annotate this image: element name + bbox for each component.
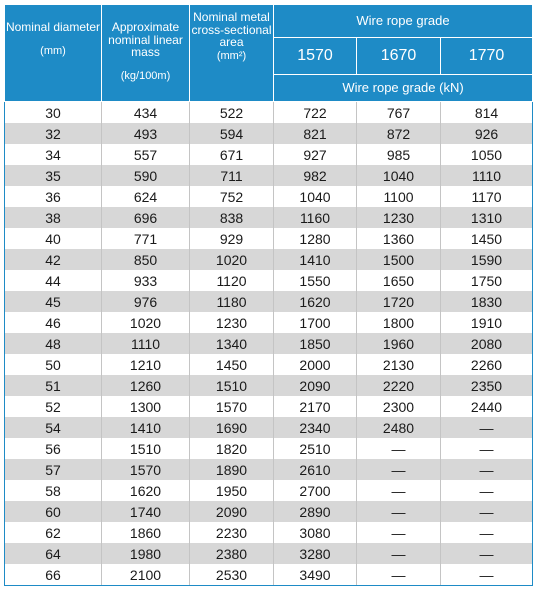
grade-1570-cell: 2700: [274, 480, 357, 501]
cross-section-cell: 594: [190, 123, 274, 144]
linear-mass-cell: 493: [102, 123, 190, 144]
cross-section-cell: 2530: [190, 564, 274, 586]
grade-1670-cell: 872: [357, 123, 441, 144]
diameter-cell: 57: [5, 459, 102, 480]
grade-1770-cell: —: [441, 480, 533, 501]
table-row: [5, 228, 533, 249]
diameter-cell: 48: [5, 333, 102, 354]
grade-1770-cell: —: [441, 459, 533, 480]
cross-section-cell: 838: [190, 207, 274, 228]
diameter-cell: 46: [5, 312, 102, 333]
grade-1570-cell: 927: [274, 144, 357, 165]
diameter-cell: 34: [5, 144, 102, 165]
linear-mass-label: Approximate nominal linear mass: [108, 20, 183, 60]
grade-1770-cell: 1110: [441, 165, 533, 186]
grade-1770-cell: 2260: [441, 354, 533, 375]
grade-1570-cell: 2890: [274, 501, 357, 522]
grade-1770-cell: 1450: [441, 228, 533, 249]
cross-section-cell: 929: [190, 228, 274, 249]
grade-1770-cell: 1170: [441, 186, 533, 207]
cross-section-cell: 522: [190, 102, 274, 124]
grade-1570-cell: 982: [274, 165, 357, 186]
diameter-cell: 36: [5, 186, 102, 207]
cross-section-cell: 1820: [190, 438, 274, 459]
grade-1570-cell: 2610: [274, 459, 357, 480]
nominal-diameter-label: Nominal diameter: [5, 20, 101, 34]
grade-1770-cell: 1050: [441, 144, 533, 165]
grade-1570-header: 1570: [274, 38, 357, 75]
table-row: [5, 144, 533, 165]
grade-1770-cell: —: [441, 543, 533, 564]
diameter-cell: 52: [5, 396, 102, 417]
table-row: [5, 396, 533, 417]
linear-mass-cell: 1740: [102, 501, 190, 522]
grade-1670-cell: —: [357, 438, 441, 459]
grade-1670-header: 1670: [357, 38, 441, 75]
linear-mass-cell: 696: [102, 207, 190, 228]
grade-1570-cell: 1700: [274, 312, 357, 333]
linear-mass-cell: 1300: [102, 396, 190, 417]
table-row: [5, 333, 533, 354]
grade-1670-cell: 985: [357, 144, 441, 165]
grade-1770-cell: 1310: [441, 207, 533, 228]
grade-1670-cell: 2130: [357, 354, 441, 375]
table-row: [5, 438, 533, 459]
cross-section-cell: 711: [190, 165, 274, 186]
diameter-cell: 60: [5, 501, 102, 522]
table-row: [5, 501, 533, 522]
table-body: [5, 102, 533, 586]
diameter-cell: 45: [5, 291, 102, 312]
table-row: [5, 312, 533, 333]
linear-mass-cell: 624: [102, 186, 190, 207]
table-row: [5, 102, 533, 124]
grade-1770-cell: 1910: [441, 312, 533, 333]
grade-1670-cell: 2300: [357, 396, 441, 417]
grade-1670-cell: 1960: [357, 333, 441, 354]
linear-mass-cell: 557: [102, 144, 190, 165]
grade-1570-cell: 1280: [274, 228, 357, 249]
cross-section-label: Nominal metal cross-sectional area: [191, 10, 272, 50]
diameter-cell: 50: [5, 354, 102, 375]
diameter-cell: 35: [5, 165, 102, 186]
nominal-diameter-header: [5, 5, 102, 102]
grade-1570-cell: 1160: [274, 207, 357, 228]
cross-section-cell: 1450: [190, 354, 274, 375]
table-header: [5, 5, 533, 102]
grade-1770-cell: 926: [441, 123, 533, 144]
grade-1670-cell: 1800: [357, 312, 441, 333]
grade-1570-cell: 1620: [274, 291, 357, 312]
grade-1570-cell: 1040: [274, 186, 357, 207]
table-row: [5, 480, 533, 501]
grade-1670-cell: 1360: [357, 228, 441, 249]
grade-1670-cell: —: [357, 522, 441, 543]
cross-section-cell: 1230: [190, 312, 274, 333]
breaking-force-unit-header: Wire rope grade (kN): [274, 74, 533, 101]
grade-1770-cell: 1750: [441, 270, 533, 291]
grade-1770-cell: 2350: [441, 375, 533, 396]
cross-section-cell: 2380: [190, 543, 274, 564]
grade-1670-cell: 1720: [357, 291, 441, 312]
table-row: [5, 249, 533, 270]
diameter-cell: 54: [5, 417, 102, 438]
grade-1770-cell: 2440: [441, 396, 533, 417]
grade-1770-cell: —: [441, 438, 533, 459]
cross-section-cell: 1570: [190, 396, 274, 417]
linear-mass-header: [102, 5, 190, 102]
linear-mass-cell: 2100: [102, 564, 190, 586]
linear-mass-cell: 590: [102, 165, 190, 186]
grade-1570-cell: 2090: [274, 375, 357, 396]
diameter-cell: 32: [5, 123, 102, 144]
grade-1770-cell: 1830: [441, 291, 533, 312]
diameter-cell: 38: [5, 207, 102, 228]
linear-mass-unit: (kg/100m): [120, 69, 171, 82]
cross-section-cell: 1690: [190, 417, 274, 438]
grade-1670-cell: —: [357, 480, 441, 501]
diameter-cell: 42: [5, 249, 102, 270]
table-row: [5, 543, 533, 564]
cross-section-header: [190, 5, 274, 102]
table-row: [5, 270, 533, 291]
linear-mass-cell: 1020: [102, 312, 190, 333]
cross-section-unit: (mm²): [216, 49, 247, 62]
grade-1670-cell: 1040: [357, 165, 441, 186]
cross-section-cell: 1340: [190, 333, 274, 354]
grade-1570-cell: 1550: [274, 270, 357, 291]
diameter-cell: 51: [5, 375, 102, 396]
table-row: [5, 417, 533, 438]
linear-mass-cell: 976: [102, 291, 190, 312]
linear-mass-cell: 434: [102, 102, 190, 124]
grade-1570-cell: 3490: [274, 564, 357, 586]
grade-1670-cell: 1650: [357, 270, 441, 291]
linear-mass-cell: 1210: [102, 354, 190, 375]
table-row: [5, 459, 533, 480]
grade-1770-cell: 2080: [441, 333, 533, 354]
linear-mass-cell: 1110: [102, 333, 190, 354]
cross-section-cell: 752: [190, 186, 274, 207]
grade-1670-cell: 2220: [357, 375, 441, 396]
diameter-cell: 44: [5, 270, 102, 291]
grade-1570-cell: 1410: [274, 249, 357, 270]
table-row: [5, 354, 533, 375]
grade-1770-cell: —: [441, 564, 533, 586]
diameter-cell: 40: [5, 228, 102, 249]
cross-section-cell: 1180: [190, 291, 274, 312]
diameter-cell: 62: [5, 522, 102, 543]
linear-mass-cell: 1510: [102, 438, 190, 459]
grade-1770-cell: 814: [441, 102, 533, 124]
linear-mass-cell: 1410: [102, 417, 190, 438]
grade-1670-cell: 1500: [357, 249, 441, 270]
cross-section-cell: 1120: [190, 270, 274, 291]
grade-1570-cell: 821: [274, 123, 357, 144]
diameter-cell: 66: [5, 564, 102, 586]
table-row: [5, 123, 533, 144]
table-row: [5, 186, 533, 207]
cross-section-cell: 1510: [190, 375, 274, 396]
cross-section-cell: 671: [190, 144, 274, 165]
linear-mass-cell: 1260: [102, 375, 190, 396]
grade-1670-cell: —: [357, 459, 441, 480]
table-row: [5, 564, 533, 586]
table-row: [5, 375, 533, 396]
table-row: [5, 291, 533, 312]
grade-1770-cell: —: [441, 417, 533, 438]
grade-1770-cell: —: [441, 522, 533, 543]
linear-mass-cell: 1980: [102, 543, 190, 564]
diameter-cell: 64: [5, 543, 102, 564]
grade-1570-cell: 3280: [274, 543, 357, 564]
table-row: [5, 165, 533, 186]
grade-1570-cell: 2170: [274, 396, 357, 417]
grade-1670-cell: 767: [357, 102, 441, 124]
grade-1570-cell: 3080: [274, 522, 357, 543]
linear-mass-cell: 933: [102, 270, 190, 291]
wire-rope-spec-table: [4, 4, 533, 586]
grade-1670-cell: 1230: [357, 207, 441, 228]
grade-1770-header: 1770: [441, 38, 533, 75]
wire-rope-grade-header: Wire rope grade: [274, 5, 533, 38]
grade-1670-cell: —: [357, 564, 441, 586]
cross-section-cell: 1020: [190, 249, 274, 270]
grade-1570-cell: 2340: [274, 417, 357, 438]
cross-section-cell: 2090: [190, 501, 274, 522]
grade-1570-cell: 2000: [274, 354, 357, 375]
cross-section-cell: 1890: [190, 459, 274, 480]
linear-mass-cell: 1860: [102, 522, 190, 543]
diameter-cell: 30: [5, 102, 102, 124]
linear-mass-cell: 1570: [102, 459, 190, 480]
cross-section-cell: 1950: [190, 480, 274, 501]
table-row: [5, 522, 533, 543]
linear-mass-cell: 850: [102, 249, 190, 270]
grade-1770-cell: —: [441, 501, 533, 522]
grade-1570-cell: 722: [274, 102, 357, 124]
grade-1670-cell: 2480: [357, 417, 441, 438]
grade-1770-cell: 1590: [441, 249, 533, 270]
linear-mass-cell: 771: [102, 228, 190, 249]
diameter-cell: 58: [5, 480, 102, 501]
linear-mass-cell: 1620: [102, 480, 190, 501]
grade-1670-cell: —: [357, 501, 441, 522]
nominal-diameter-unit: (mm): [40, 44, 66, 57]
table-row: [5, 207, 533, 228]
grade-1670-cell: —: [357, 543, 441, 564]
grade-1570-cell: 1850: [274, 333, 357, 354]
grade-1570-cell: 2510: [274, 438, 357, 459]
grade-1670-cell: 1100: [357, 186, 441, 207]
diameter-cell: 56: [5, 438, 102, 459]
cross-section-cell: 2230: [190, 522, 274, 543]
